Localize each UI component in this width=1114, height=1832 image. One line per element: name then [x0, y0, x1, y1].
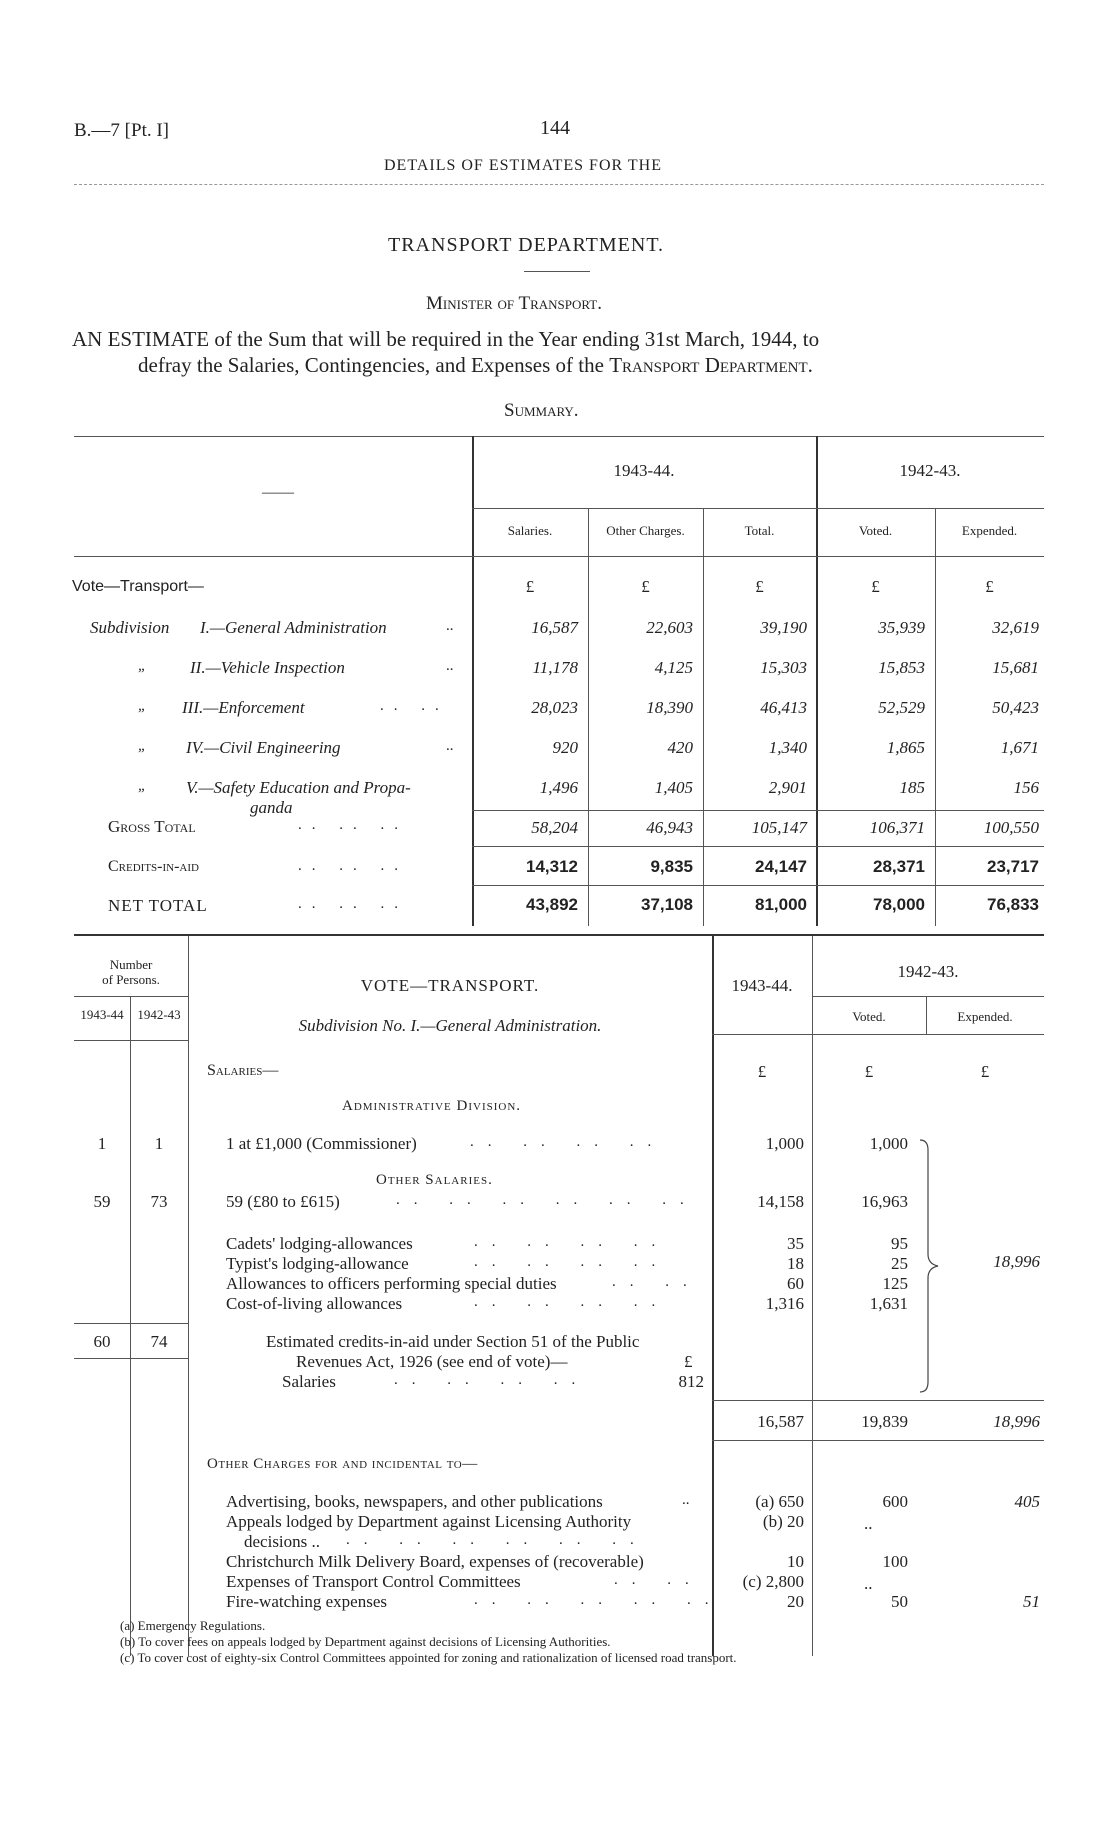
persons-head-2: of Persons.: [102, 972, 160, 987]
item-current: 10: [787, 1552, 804, 1571]
row-total: 15,303: [760, 658, 807, 677]
row-other: 18,390: [646, 698, 693, 717]
detail-head-voted: Voted.: [852, 1009, 886, 1024]
col-head-total: Total.: [744, 523, 775, 538]
item-voted: 1,000: [869, 1134, 908, 1153]
item-dots: .. .. .. ..: [474, 1234, 670, 1250]
row-salaries: 28,023: [531, 698, 578, 717]
row-dots: ..: [446, 738, 454, 754]
row-prefix: „: [138, 698, 147, 714]
item-expended: 51: [1023, 1592, 1040, 1611]
persons-year-current: 1943-44: [80, 1007, 124, 1022]
detail-year-prior: 1942-43.: [897, 962, 959, 981]
credits-note-value: 812: [678, 1372, 704, 1391]
currency-other: £: [641, 577, 650, 596]
item-current: (a) 650: [755, 1492, 804, 1511]
subdivision-title: Subdivision No. I.—General Administration.: [298, 1016, 602, 1035]
row-other: 4,125: [654, 658, 693, 677]
item-text: Appeals lodged by Department against Licensing Authority: [226, 1512, 632, 1531]
credits-expended: 23,717: [987, 857, 1039, 876]
item-text: Advertising, books, newspapers, and other publications: [226, 1492, 603, 1511]
vote-title: VOTE—TRANSPORT.: [360, 976, 540, 995]
row-total: 2,901: [768, 778, 807, 797]
header-rule: [74, 184, 1044, 185]
credits-note-1: Estimated credits-in-aid under Section 51 of the Public: [266, 1332, 640, 1351]
salaries-total-expended: 18,996: [993, 1412, 1040, 1431]
row-voted: 15,853: [878, 658, 925, 677]
persons-total-prior: 74: [150, 1332, 168, 1351]
detail-currency-current: £: [757, 1062, 767, 1081]
salaries-total-current: 16,587: [757, 1412, 804, 1431]
other-charges-heading: Other Charges for and incidental to—: [207, 1456, 478, 1472]
estimate-line-2-text: defray the Salaries, Contingencies, and Expenses of the: [138, 353, 604, 377]
detail-currency-voted: £: [864, 1062, 874, 1081]
salaries-total-rule-bottom: [712, 1440, 1044, 1441]
item-current: 20: [787, 1592, 804, 1611]
credits-total: 24,147: [755, 857, 807, 876]
gross-total-rule: [472, 810, 1044, 811]
item-voted: 125: [882, 1274, 908, 1293]
persons-total-rule-top: [74, 1323, 188, 1324]
row-expended: 15,681: [992, 658, 1039, 677]
detail-head-expended: Expended.: [957, 1009, 1013, 1024]
item-text: Cost-of-living allowances: [226, 1294, 403, 1313]
gross-total: 105,147: [751, 818, 807, 837]
item-text: 59 (£80 to £615): [226, 1192, 340, 1211]
col-head-other: Other Charges.: [606, 523, 685, 538]
item-text: Cadets' lodging-allowances: [226, 1234, 413, 1253]
persons-year-rule: [74, 1040, 188, 1041]
credits-salaries: 14,312: [526, 857, 578, 876]
salaries-total-rule: [712, 1400, 1044, 1401]
estimate-line-2: [138, 353, 813, 378]
col-head-salaries: Salaries.: [507, 523, 553, 538]
row-salaries: 1,496: [539, 778, 578, 797]
net-expended: 76,833: [987, 895, 1039, 914]
page-number: 144: [540, 117, 570, 139]
row-prefix: „: [138, 738, 147, 754]
detail-head-rule: [712, 1034, 1044, 1035]
row-label: II.—Vehicle Inspection: [190, 658, 345, 677]
department-title: TRANSPORT DEPARTMENT.: [388, 234, 665, 256]
item-dots: .. .. .. .. .. ..: [346, 1532, 648, 1548]
item-voted: 600: [882, 1492, 908, 1511]
credits-rule: [472, 846, 1044, 847]
credits-note-dots: .. .. .. ..: [394, 1372, 590, 1388]
net-total-rule: [472, 885, 1044, 886]
minister-title: Minister of Transport.: [426, 293, 602, 314]
item-dots: .. .. .. ..: [470, 1134, 666, 1150]
item-text: Allowances to officers performing special duties: [226, 1274, 557, 1293]
item-text: Expenses of Transport Control Committees: [226, 1572, 521, 1591]
net-other: 37,108: [641, 895, 693, 914]
row-prefix: Subdivision: [90, 618, 170, 637]
row-total: 1,340: [768, 738, 807, 757]
item-current: 18: [787, 1254, 804, 1273]
summary-top-rule: [74, 436, 1044, 437]
persons-divider: [188, 936, 189, 1656]
gross-total-label: Gross Total: [108, 817, 196, 836]
gross-voted: 106,371: [869, 818, 925, 837]
page-ref: B.—7 [Pt. I]: [74, 120, 169, 141]
salaries-label: Salaries—: [207, 1062, 279, 1079]
persons-current: 1: [97, 1134, 107, 1153]
row-total: 46,413: [760, 698, 807, 717]
persons-total-rule-bottom: [74, 1358, 188, 1359]
vote-label: Vote—Transport—: [72, 578, 204, 595]
item-current: (c) 2,800: [742, 1572, 804, 1591]
item-current: 14,158: [757, 1192, 804, 1211]
item-text: Fire-watching expenses: [226, 1592, 387, 1611]
gross-salaries: 58,204: [531, 818, 578, 837]
persons-prior: 1: [154, 1134, 164, 1153]
row-voted: 52,529: [878, 698, 925, 717]
item-current: 1,316: [765, 1294, 804, 1313]
gross-total-dots: .. .. ..: [298, 817, 408, 833]
row-salaries: 16,587: [531, 618, 578, 637]
item-dots: .. .. .. ..: [474, 1294, 670, 1310]
admin-division-heading: Administrative Division.: [342, 1098, 522, 1114]
item-voted: ..: [864, 1514, 873, 1533]
item-dots: .. ..: [612, 1274, 701, 1290]
gross-expended: 100,550: [983, 818, 1039, 837]
row-expended: 1,671: [1000, 738, 1039, 757]
item-dots: .. .. .. .. ..: [474, 1592, 723, 1608]
summary-year-divider: [816, 436, 818, 926]
item-voted: 50: [891, 1592, 908, 1611]
persons-year-prior: 1942-43: [137, 1007, 181, 1022]
row-label: V.—Safety Education and Propa-: [186, 778, 411, 797]
bracket-expended: 18,996: [993, 1252, 1040, 1271]
summary-year-rule: [472, 508, 1044, 509]
summary-blank-head: ——: [262, 484, 294, 501]
credits-other: 9,835: [650, 857, 693, 876]
item-voted: 25: [891, 1254, 908, 1273]
row-voted: 185: [899, 778, 925, 797]
net-voted: 78,000: [873, 895, 925, 914]
item-dots: .. .. .. ..: [474, 1254, 670, 1270]
item-current: 35: [787, 1234, 804, 1253]
item-current: 60: [787, 1274, 804, 1293]
row-expended: 156: [1013, 778, 1039, 797]
col-head-expended: Expended.: [961, 523, 1018, 538]
net-total-label: NET TOTAL: [108, 896, 208, 915]
estimate-line-2-dept: Transport Department.: [609, 353, 813, 377]
credits-note-2: Revenues Act, 1926 (see end of vote)—: [296, 1352, 568, 1371]
row-salaries: 920: [552, 738, 578, 757]
summary-divider: [472, 436, 474, 926]
credits-note-pound: £: [684, 1352, 693, 1371]
item-text: 1 at £1,000 (Commissioner): [226, 1134, 417, 1153]
item-voted: ..: [864, 1574, 873, 1593]
row-voted: 1,865: [886, 738, 925, 757]
row-total: 39,190: [760, 618, 807, 637]
item-dots: .. .. .. .. .. ..: [396, 1192, 698, 1208]
item-voted: 16,963: [861, 1192, 908, 1211]
row-label-cont: ganda: [250, 798, 293, 817]
summary-year-current: 1943-44.: [613, 461, 675, 480]
footnote-b: (b) To cover fees on appeals lodged by Department against decisions of Licensing Authorities.: [120, 1634, 611, 1649]
item-current: (b) 20: [762, 1512, 804, 1531]
row-salaries: 11,178: [532, 658, 578, 677]
item-dots: .. ..: [614, 1572, 703, 1588]
summary-head-rule: [74, 556, 1044, 557]
row-other: 420: [667, 738, 693, 757]
item-dots: ..: [682, 1492, 690, 1508]
row-label: IV.—Civil Engineering: [186, 738, 341, 757]
persons-total-current: 60: [93, 1332, 111, 1351]
net-total-dots: .. .. ..: [298, 896, 408, 912]
gross-other: 46,943: [646, 818, 693, 837]
credits-note-3: Salaries: [282, 1372, 336, 1391]
item-voted: 95: [891, 1234, 908, 1253]
other-salaries-heading: Other Salaries.: [376, 1172, 493, 1188]
summary-year-prior: 1942-43.: [899, 461, 961, 480]
item-voted: 100: [882, 1552, 908, 1571]
item-voted: 1,631: [869, 1294, 908, 1313]
currency-salaries: £: [525, 577, 535, 596]
persons-head-rule: [74, 996, 188, 997]
credits-dots: .. .. ..: [298, 858, 408, 874]
row-dots: .. ..: [380, 698, 449, 714]
item-text: Christchurch Milk Delivery Board, expenses of (recoverable): [226, 1552, 644, 1571]
page-subtitle: DETAILS OF ESTIMATES FOR THE: [384, 157, 662, 174]
item-text-cont: decisions ..: [244, 1532, 321, 1551]
item-text: Typist's lodging-allowance: [226, 1254, 409, 1273]
currency-expended: £: [985, 577, 994, 596]
credits-label: Credits-in-aid: [108, 858, 199, 875]
item-current: 1,000: [765, 1134, 804, 1153]
summary-bottom-rule: [74, 934, 1044, 936]
currency-voted: £: [871, 577, 880, 596]
row-dots: ..: [446, 618, 454, 634]
row-expended: 50,423: [992, 698, 1039, 717]
persons-current: 59: [93, 1192, 111, 1211]
title-rule: [524, 271, 590, 272]
persons-prior: 73: [150, 1192, 168, 1211]
row-prefix: „: [138, 778, 147, 794]
col-head-voted: Voted.: [858, 523, 893, 538]
net-total: 81,000: [755, 895, 807, 914]
footnote-a: (a) Emergency Regulations.: [120, 1618, 266, 1633]
net-salaries: 43,892: [526, 895, 578, 914]
detail-year-current: 1943-44.: [731, 976, 793, 995]
row-other: 1,405: [654, 778, 693, 797]
row-label: I.—General Administration: [200, 618, 387, 637]
row-label: III.—Enforcement: [182, 698, 305, 717]
detail-currency-expended: £: [980, 1062, 990, 1081]
credits-voted: 28,371: [873, 857, 925, 876]
detail-year-rule: [812, 996, 1044, 997]
persons-year-divider: [130, 996, 131, 1656]
persons-head-1: Number: [109, 957, 153, 972]
item-expended: 405: [1014, 1492, 1040, 1511]
row-prefix: „: [138, 658, 147, 674]
footnote-c: (c) To cover cost of eighty-six Control Committees appointed for zoning and rationalization of licensed road transport.: [120, 1650, 737, 1665]
row-dots: ..: [446, 658, 454, 674]
row-voted: 35,939: [878, 618, 925, 637]
currency-total: £: [755, 577, 764, 596]
summary-heading: Summary.: [504, 400, 579, 421]
estimate-line-1: AN ESTIMATE of the Sum that will be required in the Year ending 31st March, 1944, to: [72, 327, 820, 351]
row-expended: 32,619: [992, 618, 1039, 637]
salaries-total-voted: 19,839: [861, 1412, 908, 1431]
row-other: 22,603: [646, 618, 693, 637]
